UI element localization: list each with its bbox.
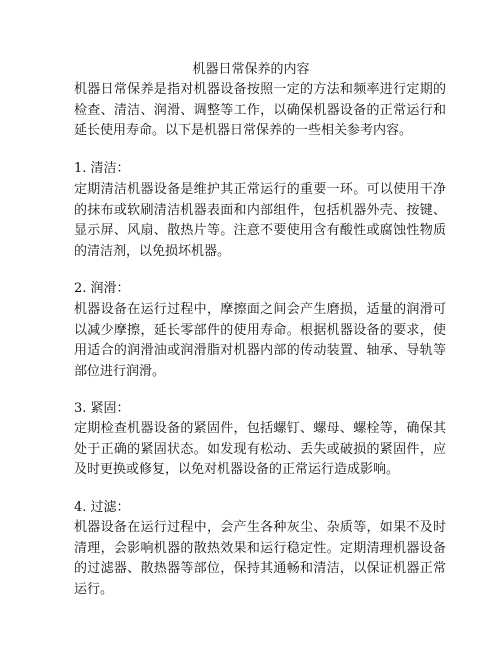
section-heading-cleaning: 1. 清洁： — [74, 161, 130, 176]
section-heading-lubrication: 2. 润滑： — [74, 281, 130, 296]
section-body-lubrication: 机器设备在运行过程中，摩擦面之间会产生磨损，适量的润滑可以减少摩擦，延长零部件的使用寿命。根据机器设备的要求，使用适合的润滑油或润滑脂对机器内部的传动装置、轴承、导轨等部位进行润滑。 — [74, 302, 446, 379]
document-title: 机器日常保养的内容 — [192, 62, 310, 77]
intro-paragraph: 机器日常保养是指对机器设备按照一定的方法和频率进行定期的检查、清洁、润滑、调整等工作，以确保机器设备的正常运行和延长使用寿命。以下是机器日常保养的一些相关参考内容。 — [74, 82, 446, 138]
section-heading-filtering: 4. 过滤： — [74, 500, 130, 515]
section-heading-fastening: 3. 紧固： — [74, 401, 130, 416]
section-body-cleaning: 定期清洁机器设备是维护其正常运行的重要一环。可以使用干净的抹布或软刷清洁机器表面和内部组件，包括机器外壳、按键、显示屏、风扇、散热片等。注意不要使用含有酸性或腐蚀性物质的清洁剂，以免损坏机器。 — [74, 182, 446, 259]
section-body-fastening: 定期检查机器设备的紧固件，包括螺钉、螺母、螺栓等，确保其处于正确的紧固状态。如发现有松动、丢失或破损的紧固件，应及时更换或修复，以免对机器设备的正常运行造成影响。 — [74, 421, 446, 477]
section-body-filtering: 机器设备在运行过程中，会产生各种灰尘、杂质等，如果不及时清理，会影响机器的散热效果和运行稳定性。定期清理机器设备的过滤器、散热器等部位，保持其通畅和清洁，以保证机器正常运行。 — [74, 520, 446, 597]
